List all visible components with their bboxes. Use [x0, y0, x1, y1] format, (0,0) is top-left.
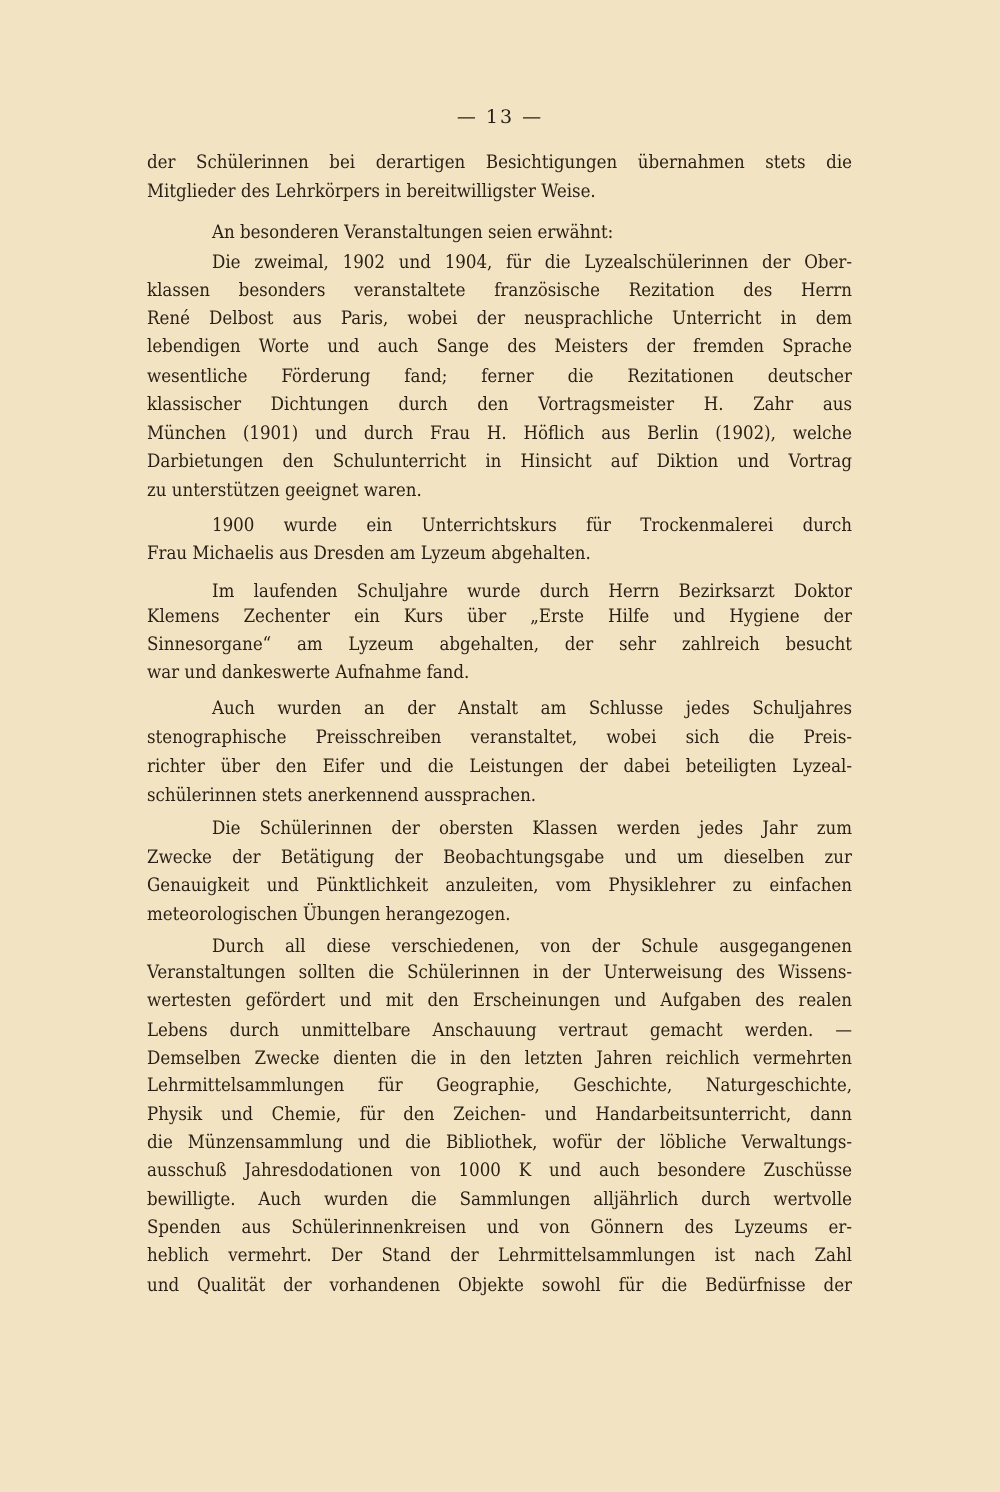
text-line: bewilligte. Auch wurden die Sammlungen alljährlich durch wertvolle — [147, 1189, 852, 1210]
text-line: Spenden aus Schülerinnenkreisen und von Gönnern des Lyzeums er- — [147, 1217, 852, 1238]
text-line: Demselben Zwecke dienten die in den letzten Jahren reichlich vermehrten — [147, 1048, 852, 1069]
text-line: Mitglieder des Lehrkörpers in bereitwilligster Weise. — [147, 181, 596, 202]
text-line: An besonderen Veranstaltungen seien erwähnt: — [212, 222, 614, 243]
text-line: klassen besonders veranstaltete französische Rezitation des Herrn — [147, 280, 852, 301]
text-line: Durch all diese verschiedenen, von der Schule ausgegangenen — [212, 936, 852, 957]
text-line: Sinnesorgane“ am Lyzeum abgehalten, der sehr zahlreich besucht — [147, 634, 852, 655]
text-line: Klemens Zechenter ein Kurs über „Erste Hilfe und Hygiene der — [147, 606, 852, 627]
text-line: und Qualität der vorhandenen Objekte sowohl für die Bedürfnisse der — [147, 1275, 852, 1296]
text-line: Frau Michaelis aus Dresden am Lyzeum abgehalten. — [147, 543, 591, 564]
text-line: René Delbost aus Paris, wobei der neusprachliche Unterricht in dem — [147, 308, 852, 329]
text-line: Auch wurden an der Anstalt am Schlusse jedes Schuljahres — [212, 698, 852, 719]
text-line: zu unterstützen geeignet waren. — [147, 480, 422, 501]
page-number: — 13 — — [456, 106, 544, 128]
text-line: meteorologischen Übungen herangezogen. — [147, 904, 511, 925]
text-line: Die Schülerinnen der obersten Klassen werden jedes Jahr zum — [212, 818, 852, 839]
text-line: klassischer Dichtungen durch den Vortragsmeister H. Zahr aus — [147, 394, 852, 415]
text-line: die Münzensammlung und die Bibliothek, wofür der löbliche Verwaltungs- — [147, 1132, 852, 1153]
text-line: Darbietungen den Schulunterricht in Hinsicht auf Diktion und Vortrag — [147, 451, 852, 472]
text-line: 1900 wurde ein Unterrichtskurs für Trockenmalerei durch — [212, 515, 852, 536]
text-line: Lebens durch unmittelbare Anschauung vertraut gemacht werden. — — [147, 1020, 852, 1041]
text-line: Im laufenden Schuljahre wurde durch Herrn Bezirksarzt Doktor — [212, 581, 852, 602]
text-line: stenographische Preisschreiben veranstaltet, wobei sich die Preis- — [147, 727, 852, 748]
text-line: heblich vermehrt. Der Stand der Lehrmittelsammlungen ist nach Zahl — [147, 1245, 852, 1266]
text-line: Genauigkeit und Pünktlichkeit anzuleiten, vom Physiklehrer zu einfachen — [147, 875, 852, 896]
text-line: ausschuß Jahresdodationen von 1000 K und auch besondere Zuschüsse — [147, 1160, 852, 1181]
text-line: war und dankeswerte Aufnahme fand. — [147, 662, 470, 683]
text-line: Zwecke der Betätigung der Beobachtungsgabe und um dieselben zur — [147, 847, 852, 868]
text-line: München (1901) und durch Frau H. Höflich aus Berlin (1902), welche — [147, 423, 852, 444]
text-line: der Schülerinnen bei derartigen Besichtigungen übernahmen stets die — [147, 152, 852, 173]
text-line: schülerinnen stets anerkennend aussprachen. — [147, 785, 537, 806]
text-line: Lehrmittelsammlungen für Geographie, Geschichte, Naturgeschichte, — [147, 1075, 852, 1096]
text-line: wesentliche Förderung fand; ferner die Rezitationen deutscher — [147, 366, 852, 387]
text-line: wertesten gefördert und mit den Erscheinungen und Aufgaben des realen — [147, 990, 852, 1011]
text-line: Physik und Chemie, für den Zeichen- und Handarbeitsunterricht, dann — [147, 1104, 852, 1125]
text-line: lebendigen Worte und auch Sange des Meisters der fremden Sprache — [147, 336, 852, 357]
text-line: Die zweimal, 1902 und 1904, für die Lyzealschülerinnen der Ober- — [212, 252, 852, 273]
text-line: Veranstaltungen sollten die Schülerinnen in der Unterweisung des Wissens- — [147, 962, 852, 983]
text-line: richter über den Eifer und die Leistungen der dabei beteiligten Lyzeal- — [147, 756, 852, 777]
